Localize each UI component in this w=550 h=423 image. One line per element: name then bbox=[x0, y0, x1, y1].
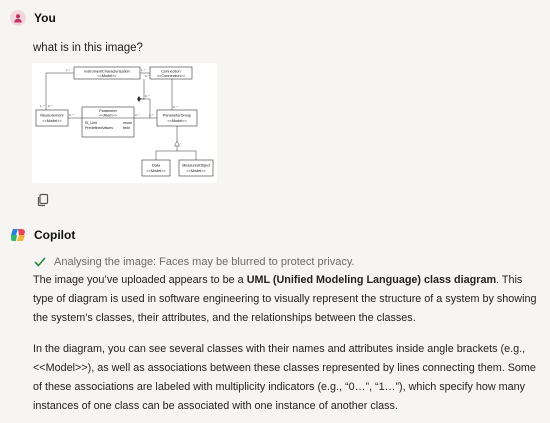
multiplicity: 0..* bbox=[173, 105, 178, 109]
class-name: ParameterGroup bbox=[162, 113, 192, 118]
copy-icon bbox=[36, 193, 50, 207]
class-name: Measurement bbox=[40, 113, 64, 118]
checkmark-icon bbox=[34, 256, 46, 268]
user-avatar bbox=[10, 10, 26, 26]
class-stereotype: <<Model>> bbox=[42, 119, 62, 123]
multiplicity: 0..* bbox=[135, 113, 140, 117]
status-text: Analysing the image: Faces may be blurred to protect privacy. bbox=[54, 256, 355, 268]
class-stereotype: <<Connection>> bbox=[156, 74, 186, 78]
copilot-name: Copilot bbox=[34, 228, 76, 242]
class-attribute: SI_Unit bbox=[85, 121, 97, 125]
class-name: Parameter bbox=[99, 109, 117, 113]
class-stereotype: <<Model>> bbox=[97, 74, 117, 78]
multiplicity: 0..* bbox=[145, 94, 150, 98]
class-stereotype: <<Atom>> bbox=[99, 113, 117, 118]
answer-bold-term: UML (Unified Modeling Language) class diagram bbox=[246, 274, 497, 286]
class-attribute-type: field bbox=[123, 126, 130, 130]
class-name: Data bbox=[151, 163, 161, 168]
multiplicity: 1..* bbox=[40, 104, 45, 108]
class-attribute-type: enum bbox=[123, 121, 132, 125]
copilot-logo-icon bbox=[10, 227, 26, 243]
answer-paragraph bbox=[33, 271, 539, 328]
multiplicity: 0..* bbox=[48, 104, 53, 108]
uploaded-image[interactable] bbox=[32, 63, 217, 183]
multiplicity: 1..* bbox=[141, 68, 146, 72]
class-attribute: PredefinedValues bbox=[85, 126, 114, 130]
multiplicity: 0..* bbox=[69, 113, 74, 117]
class-stereotype: <<Model>> bbox=[167, 119, 187, 123]
class-name: MeasuredObject bbox=[182, 163, 210, 168]
answer-text: The image you’ve uploaded appears to be a bbox=[33, 274, 247, 286]
class-stereotype: <<Model>> bbox=[146, 169, 166, 173]
multiplicity: 1..* bbox=[66, 68, 71, 72]
uml-class-diagram bbox=[32, 63, 217, 183]
analysis-status bbox=[34, 256, 355, 268]
class-name: Connection bbox=[161, 69, 181, 74]
user-prompt: what is in this image? bbox=[33, 42, 143, 54]
copilot-message-header bbox=[10, 227, 75, 243]
user-name: You bbox=[34, 11, 56, 25]
multiplicity: 1..* bbox=[149, 113, 154, 117]
class-stereotype: <<Model>> bbox=[186, 169, 206, 173]
answer-paragraph: In the diagram, you can see several classes with their names and attributes inside angle brackets (e.g., <<Model>>), as well as associations between these classes represented by lines connecting them. Some of these associations are labeled with multiplicity indicators (e.g., “0…”, “1…”), which specify how many instances of one class can be associated with one instance of another class. bbox=[33, 343, 536, 412]
multiplicity: 0..* bbox=[145, 74, 150, 78]
answer-text: . This type of diagram is used in software engineering to visually represent the structure of a system by showing the system’s classes, their attributes, and the relationships between the classes. bbox=[33, 274, 537, 324]
user-icon bbox=[13, 13, 23, 23]
copy-button[interactable] bbox=[36, 193, 50, 207]
user-message-header bbox=[10, 10, 56, 26]
class-name: InstrumentCharacterization bbox=[84, 69, 130, 74]
copilot-answer bbox=[33, 271, 539, 416]
